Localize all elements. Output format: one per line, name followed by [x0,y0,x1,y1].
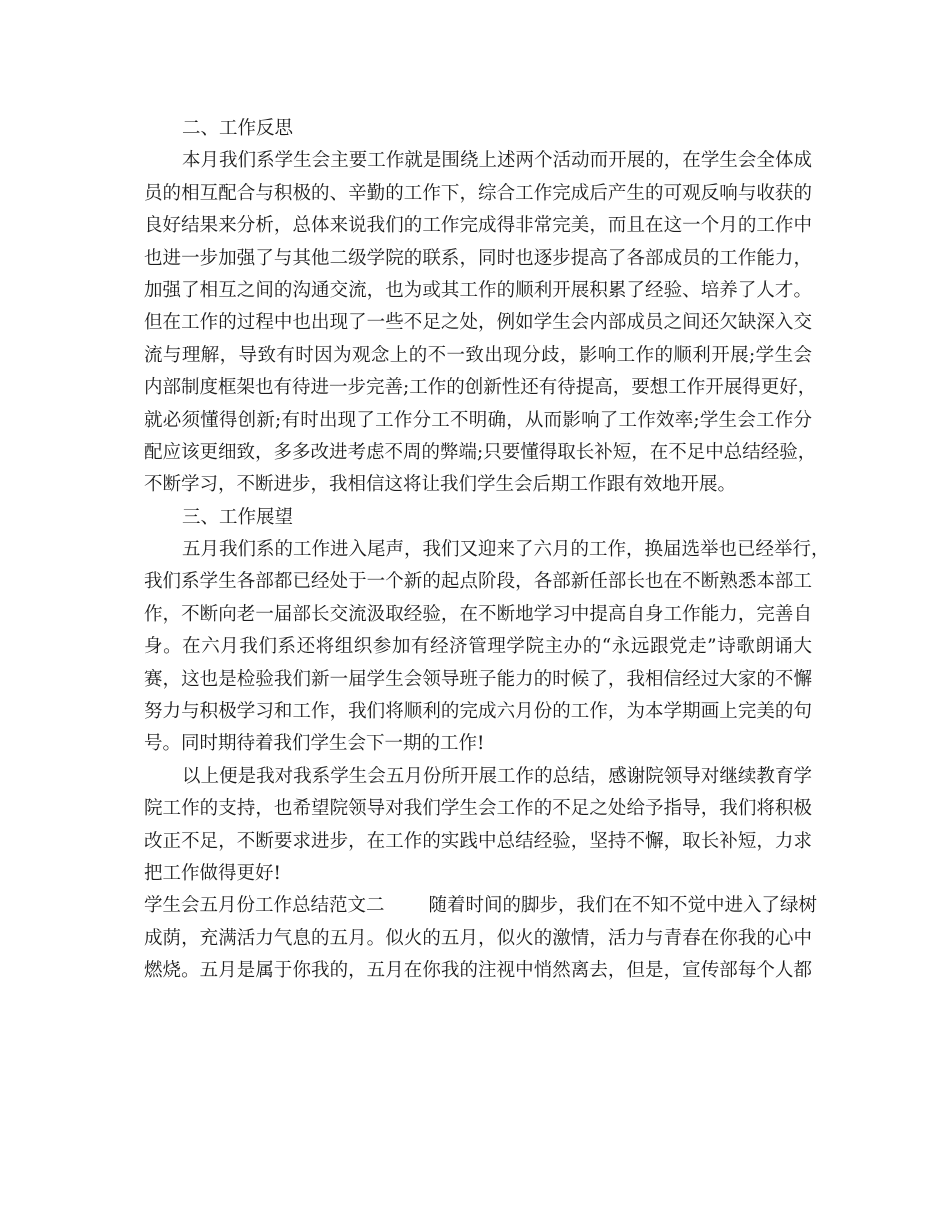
paragraph-line: 良好结果来分析，总体来说我们的工作完成得非常完美，而且在这一个月的工作中 [144,215,812,237]
paragraph-line: 作，不断向老一届部长交流汲取经验，在不断地学习中提高自身工作能力，完善自 [144,603,812,625]
paragraph-line: 赛，这也是检验我们新一届学生会领导班子能力的时候了，我相信经过大家的不懈 [144,668,812,690]
paragraph-line: 配应该更细致，多多改进考虑不周的弊端;只要懂得取长补短，在不足中总结经验， [144,441,817,463]
paragraph-line: 号。同时期待着我们学生会下一期的工作! [144,733,485,755]
essay-first-line-text: 随着时间的脚步，我们在不知不觉中进入了绿树 [428,895,818,917]
paragraph-line: 加强了相互之间的沟通交流，也为或其工作的顺利开展积累了经验、培养了人才。 [144,279,812,301]
paragraph-line: 内部制度框架也有待进一步完善;工作的创新性还有待提高，要想工作开展得更好， [144,377,817,399]
paragraph-line: 也进一步加强了与其他二级学院的联系，同时也逐步提高了各部成员的工作能力， [144,247,812,269]
paragraph-line: 不断学习，不断进步，我相信这将让我们学生会后期工作跟有效地开展。 [144,474,737,496]
paragraph-line: 本月我们系学生会主要工作就是围绕上述两个活动而开展的，在学生会全体成 [182,150,812,172]
paragraph-line: 改正不足，不断要求进步，在工作的实践中总结经验，坚持不懈，取长补短，力求 [144,830,812,852]
paragraph-line: 但在工作的过程中也出现了一些不足之处，例如学生会内部成员之间还欠缺深入交 [144,312,812,334]
paragraph-line: 以上便是我对我系学生会五月份所开展工作的总结，感谢院领导对继续教育学 [182,765,812,787]
essay-title-line [144,890,818,922]
paragraph-line: 五月我们系的工作进入尾声，我们又迎来了六月的工作，换届选举也已经举行， [182,539,830,561]
paragraph-line: 成荫，充满活力气息的五月。似火的五月，似火的激情，活力与青春在你我的心中 [144,927,812,949]
essay-title: 学生会五月份工作总结范文二 [144,895,385,917]
paragraph-line: 把工作做得更好! [144,862,281,884]
paragraph-line: 努力与积极学习和工作，我们将顺利的完成六月份的工作，为本学期画上完美的句 [144,701,812,723]
paragraph-line: 身。在六月我们系还将组织参加有经济管理学院主办的“永远跟党走”诗歌朗诵大 [144,636,812,658]
paragraph-line: 燃烧。五月是属于你我的，五月在你我的注视中悄然离去，但是，宣传部每个人都 [144,960,812,982]
paragraph-line: 院工作的支持，也希望院领导对我们学生会工作的不足之处给予指导，我们将积极 [144,798,812,820]
document-body [144,113,830,988]
paragraph-line: 流与理解，导致有时因为观念上的不一致出现分歧，影响工作的顺利开展;学生会 [144,344,812,366]
paragraph-line: 就必须懂得创新;有时出现了工作分工不明确，从而影响了工作效率;学生会工作分 [144,409,812,431]
section-heading-outlook: 三、工作展望 [182,506,294,528]
paragraph-line: 我们系学生各部都已经处于一个新的起点阶段，各部新任部长也在不断熟悉本部工 [144,571,812,593]
section-heading-reflection: 二、工作反思 [182,118,294,139]
paragraph-line: 员的相互配合与积极的、辛勤的工作下，综合工作完成后产生的可观反响与收获的 [144,182,812,204]
